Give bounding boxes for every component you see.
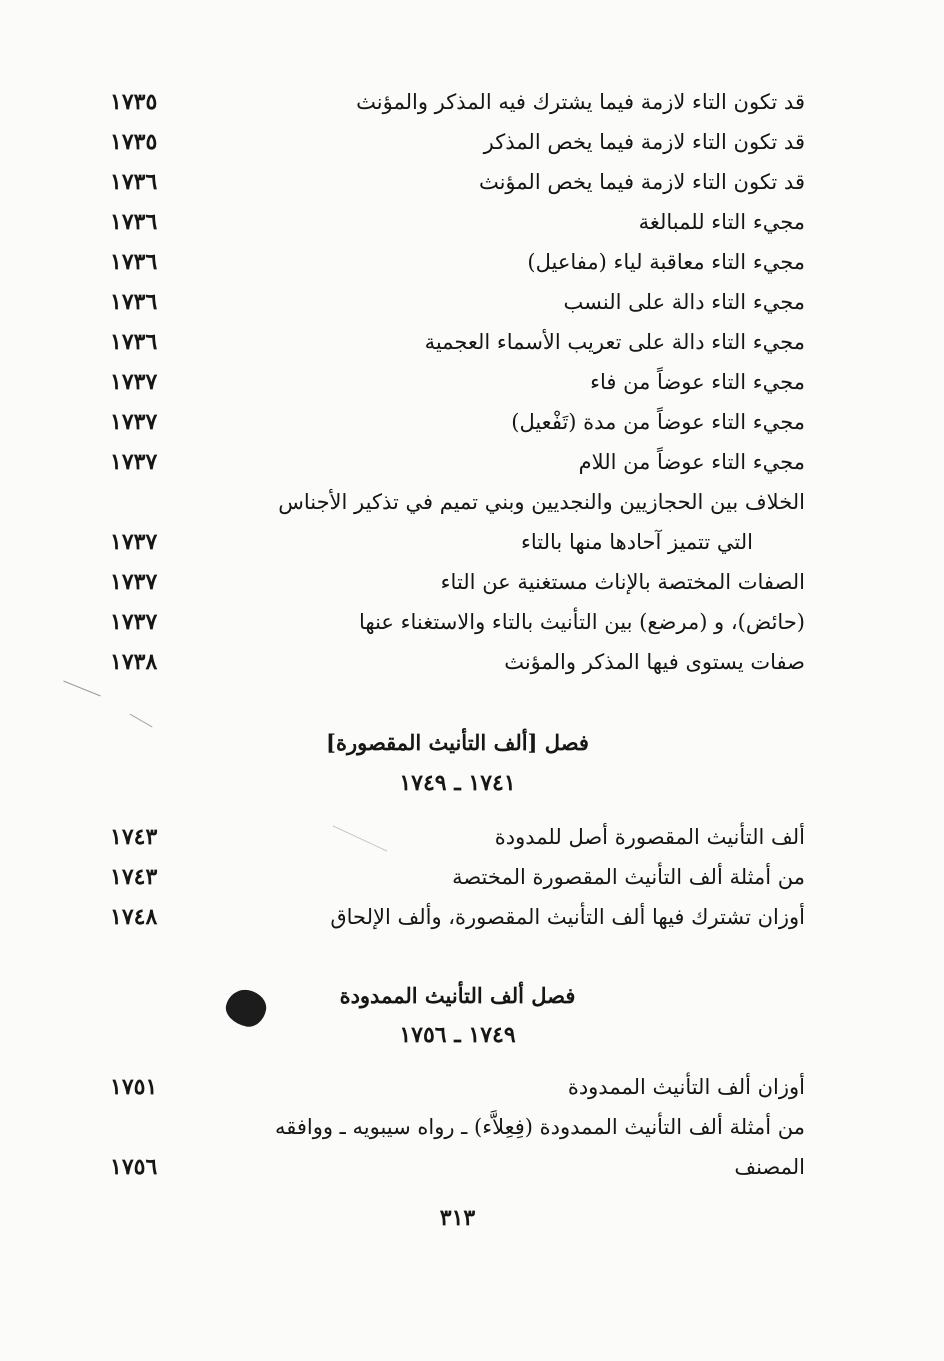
index-entry-continuation [110,522,805,562]
entry-page-number: ١٧٣٧ [110,369,158,395]
entry-page-number: ١٧٣٧ [110,609,158,635]
index-entry [110,242,805,282]
entry-page-number: ١٧٣٦ [110,209,158,235]
entry-text: المصنف [734,1155,805,1179]
entry-text: قد تكون التاء لازمة فيما يخص المؤنث [478,170,805,194]
index-entry [110,82,805,122]
entry-text: مجيء التاء للمبالغة [638,210,805,234]
section-heading: فصل [ألف التأنيث المقصورة] [326,730,589,755]
entry-page-number: ١٧٣٧ [110,449,158,475]
index-entry [110,642,805,682]
entry-page-number: ١٧٤٨ [110,904,158,930]
entry-page-number: ١٧٣٦ [110,329,158,355]
index-entry [110,442,805,482]
entry-text: صفات يستوى فيها المذكر والمؤنث [504,650,805,674]
entry-text: من أمثلة ألف التأنيث الممدودة (فِعِلاَّء) ـ رواه سيبويه ـ ووافقه [274,1115,805,1139]
section-page-range: ١٧٤٩ ـ ١٧٥٦ [399,1022,516,1048]
entry-text: مجيء التاء معاقبة لياء (مفاعيل) [527,250,805,274]
entry-page-number: ١٧٣٦ [110,169,158,195]
index-entry [110,857,805,897]
index-entry [170,1107,805,1147]
entry-text: التي تتميز آحادها منها بالتاء [521,530,753,554]
entry-text: مجيء التاء عوضاً من مدة (تَفْعيل) [511,410,805,434]
entry-page-number: ١٧٣٨ [110,649,158,675]
index-entry [110,562,805,602]
entry-text: أوزان تشترك فيها ألف التأنيث المقصورة، وألف الإلحاق [330,905,805,929]
index-entry [110,322,805,362]
entry-text: مجيء التاء دالة على تعريب الأسماء العجمية [424,330,805,354]
scan-mark [63,681,100,697]
index-entry [110,897,805,937]
entry-text: (حائض)، و (مرضع) بين التأنيث بالتاء والاستغناء عنها [359,610,805,634]
index-entry [110,282,805,322]
entry-page-number: ١٧٣٥ [110,89,158,115]
entry-text: مجيء التاء عوضاً من اللام [578,450,805,474]
entry-text: ألف التأنيث المقصورة أصل للمدودة [494,825,805,849]
entry-page-number: ١٧٣٦ [110,289,158,315]
index-entry [110,817,805,857]
entry-text: أوزان ألف التأنيث الممدودة [567,1075,805,1099]
entry-text: قد تكون التاء لازمة فيما يشترك فيه المذكر والمؤنث [356,90,805,114]
index-entry [110,162,805,202]
entry-page-number: ١٧٣٧ [110,409,158,435]
section-heading: فصل ألف التأنيث الممدودة [339,983,576,1008]
entry-text: مجيء التاء عوضاً من فاء [590,370,805,394]
entry-text: مجيء التاء دالة على النسب [563,290,805,314]
entry-page-number: ١٧٣٦ [110,249,158,275]
index-entry [110,602,805,642]
entry-page-number: ١٧٣٧ [110,529,158,555]
entry-text: قد تكون التاء لازمة فيما يخص المذكر [483,130,805,154]
index-entry [110,362,805,402]
index-entry [110,122,805,162]
entry-page-number: ١٧٣٧ [110,569,158,595]
entry-page-number: ١٧٤٣ [110,864,158,890]
section-page-range: ١٧٤١ ـ ١٧٤٩ [399,770,516,796]
index-entry [110,402,805,442]
entry-page-number: ١٧٥٦ [110,1154,158,1180]
index-entry [170,482,805,522]
page-number: ٣١٣ [439,1205,476,1231]
entry-page-number: ١٧٥١ [110,1074,158,1100]
index-entry [110,202,805,242]
entry-text: من أمثلة ألف التأنيث المقصورة المختصة [452,865,805,889]
entry-page-number: ١٧٣٥ [110,129,158,155]
index-entry-continuation [110,1147,805,1187]
entry-page-number: ١٧٤٣ [110,824,158,850]
index-entry [110,1067,805,1107]
entry-text: الخلاف بين الحجازيين والنجديين وبني تميم في تذكير الأجناس [278,490,805,514]
entry-text: الصفات المختصة بالإناث مستغنية عن التاء [440,570,805,594]
scan-mark [129,714,152,728]
